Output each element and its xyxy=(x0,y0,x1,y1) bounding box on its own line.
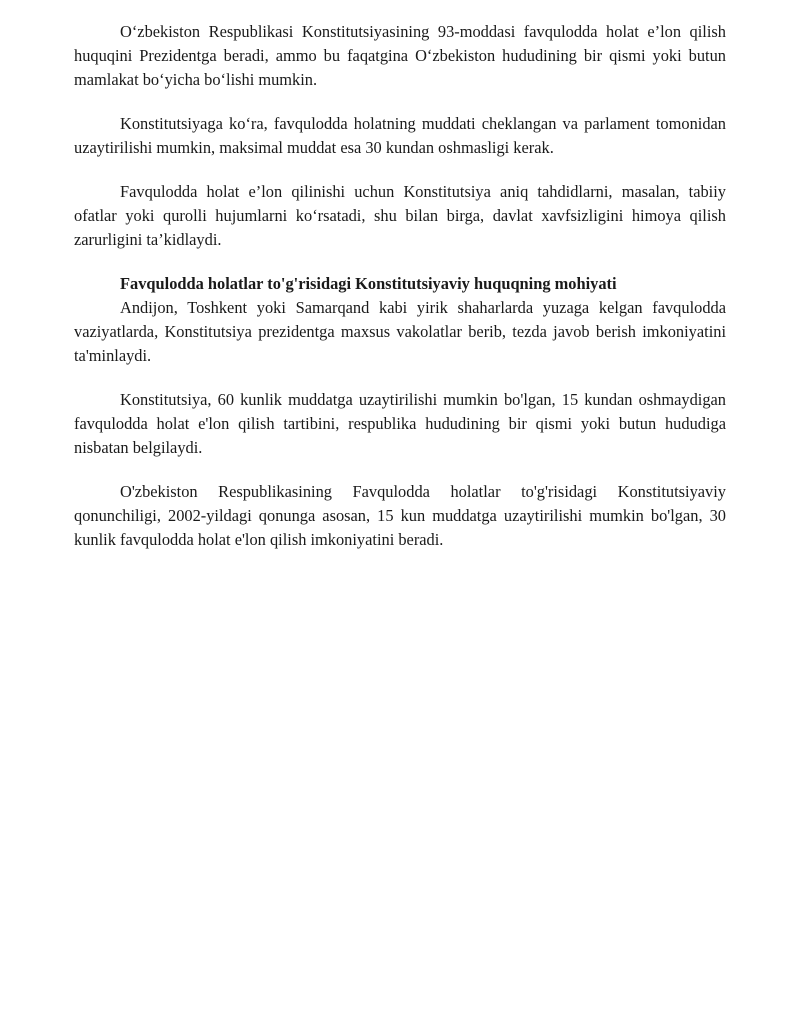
paragraph-duration: Konstitutsiyaga ko‘ra, favqulodda holatning muddati cheklangan va parlament tomonidan uzaytirilishi mumkin, maksimal muddat esa 30 kundan oshmasligi kerak. xyxy=(74,114,726,157)
paragraph-threats: Favqulodda holat e’lon qilinishi uchun Konstitutsiya aniq tahdidlarni, masalan, tabiiy ofatlar yoki qurolli hujumlarni ko‘rsatadi, shu bilan birga, davlat xavfsizligini himoya qilish zarurligini ta’kidlaydi. xyxy=(74,182,726,249)
paragraph-article-93: O‘zbekiston Respublikasi Konstitutsiyasining 93-moddasi favqulodda holat e’lon qilish huquqini Prezidentga beradi, ammo bu faqatgina O‘zbekiston hududining bir qismi yoki butun mamlakat bo‘yicha bo‘lishi mumkin. xyxy=(74,22,726,89)
paragraph-procedure: Konstitutsiya, 60 kunlik muddatga uzaytirilishi mumkin bo'lgan, 15 kundan oshmaydigan favqulodda holat e'lon qilish tartibini, respublika hududining bir qismi yoki butun hududiga nisbatan belgilaydi. xyxy=(74,390,726,457)
section-heading: Favqulodda holatlar to'g'risidagi Konstitutsiyaviy huquqning mohiyati xyxy=(120,274,617,293)
paragraph-law-2002: O'zbekiston Respublikasining Favqulodda holatlar to'g'risidagi Konstitutsiyaviy qonunchiligi, 2002-yildagi qonunga asosan, 15 kun muddatga uzaytirilishi mumkin bo'lgan, 30 kunlik favqulodda holat e'lon qilish imkoniyatini beradi. xyxy=(74,482,726,549)
paragraph-cities: Andijon, Toshkent yoki Samarqand kabi yirik shaharlarda yuzaga kelgan favqulodda vaziyatlarda, Konstitutsiya prezidentga maxsus vakolatlar berib, tezda javob berish imkoniyatini ta'minlaydi. xyxy=(74,298,726,365)
document-page xyxy=(74,20,726,552)
